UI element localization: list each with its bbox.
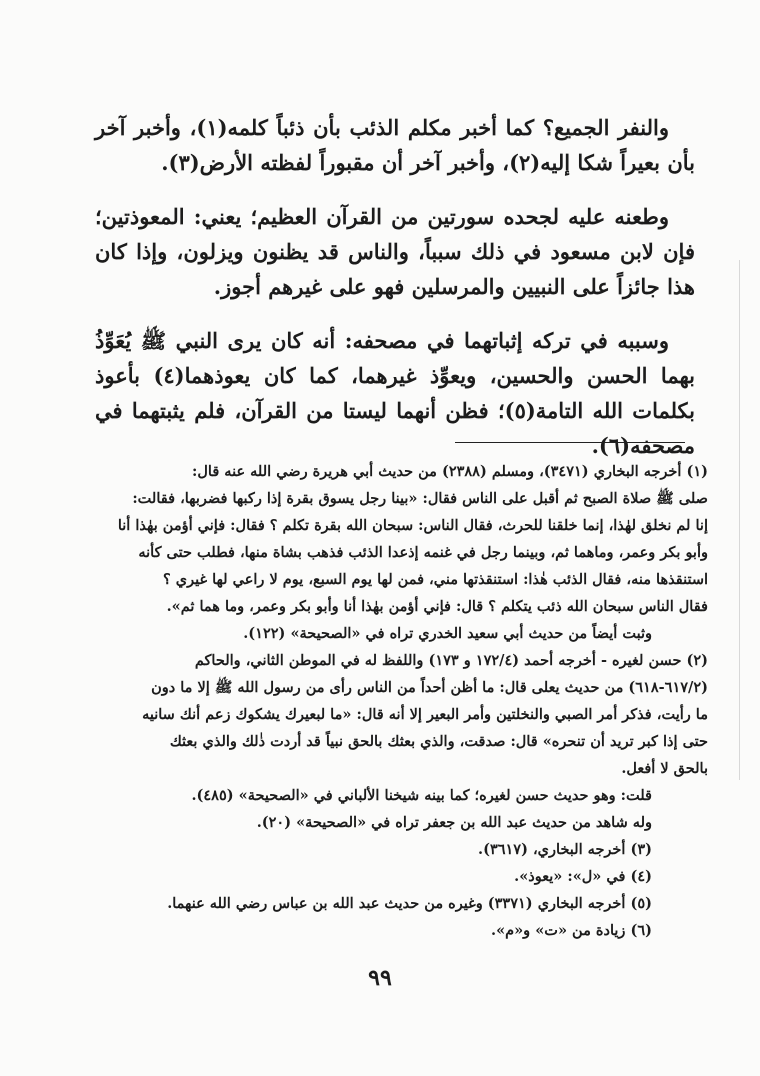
footnote-2-line-7: وله شاهد من حديث عبد الله بن جعفر تراه في «الصحيحة» (٢٠). — [256, 814, 652, 831]
main-text — [95, 110, 695, 482]
footnote-2-line-5: بالحق لا أفعل. — [621, 760, 708, 777]
paragraph-2: وطعنه عليه لجحده سورتين من القرآن العظيم؛ يعني: المعوذتين؛ فإن لابن مسعود في ذلك سبباً، والناس قد يظنون ويزلون، وإذا كان هذا جائزاً على النبيين والمرسلين فهو على غيرهم أجوز. — [95, 204, 695, 299]
footnote-1-line-6: فقال الناس سبحان الله ذئب يتكلم ؟ قال: فإني أؤمن بهٰذا أنا وأبو بكر وعمر، وما هما ثم». — [166, 598, 708, 615]
footnote-separator — [455, 442, 685, 443]
footnote-1-line-4: وأبو بكر وعمر، وماهما ثم، وبينما رجل في غنمه إذعدا الذئب فذهب بشاة منها، فطلب حتى كأنه — [138, 544, 708, 561]
scan-edge-line — [739, 260, 740, 780]
footnotes — [78, 458, 708, 944]
footnote-2-line-4: حتى إذا كبر تريد أن تنحره» قال: صدقت، والذي بعثك بالحق نبياً قد أردت ذٰلك والذي بعثك — [169, 733, 708, 750]
page-number: ٩٩ — [368, 965, 392, 991]
footnote-2-line-6: قلت: وهو حديث حسن لغيره؛ كما بينه شيخنا الألباني في «الصحيحة» (٤٨٥). — [191, 787, 652, 804]
footnote-1-line-7: وثبت أيضاً من حديث أبي سعيد الخدري تراه في «الصحيحة» (١٢٢). — [243, 625, 652, 642]
paragraph-1: والنفر الجميع؟ كما أخبر مكلم الذئب بأن ذئباً كلمه(١)، وأخبر آخر بأن بعيراً شكا إليه(٢)، وأخبر آخر أن مقبوراً لفظته الأرض(٣). — [95, 115, 695, 175]
footnote-5: (٥) أخرجه البخاري (٣٣٧١) وغيره من حديث عبد الله بن عباس رضي الله عنهما. — [167, 895, 652, 912]
footnote-1-line-1: (١) أخرجه البخاري (٣٤٧١)، ومسلم (٢٣٨٨) من حديث أبي هريرة رضي الله عنه قال: — [192, 463, 708, 480]
footnote-2-line-2: (٦١٧/٢-٦١٨) من حديث يعلى قال: ما أظن أحداً من الناس رأى من رسول الله ﷺ إلا ما دون — [151, 679, 708, 696]
paragraph-3: وسببه في تركه إثباتهما في مصحفه: أنه كان يرى النبي ﷺ يُعَوِّذُ بهما الحسن والحسين، ويعوِّذ غيرهما، كما كان يعوذهما(٤) بأعوذ بكلمات الله التامة(٥)؛ فظن أنهما ليستا من القرآن، فلم يثبتهما في مصحفه(٦). — [95, 328, 695, 458]
footnote-4: (٤) في «ل»: «يعوذ». — [514, 868, 652, 885]
footnote-1-line-5: استنقذها منه، فقال الذئب هٰذا: استنقذتها مني، فمن لها يوم السبع، يوم لا راعي لها غيري ؟ — [162, 571, 708, 588]
footnote-6: (٦) زيادة من «ت» و«م». — [491, 922, 652, 939]
footnote-3: (٣) أخرجه البخاري، (٣٦١٧). — [478, 841, 652, 858]
footnote-2-line-1: (٢) حسن لغيره - أخرجه أحمد (١٧٢/٤ و ١٧٣) واللفظ له في الموطن الثاني، والحاكم — [194, 652, 708, 669]
footnote-1-line-3: إنا لم نخلق لهٰذا، إنما خلقنا للحرث، فقال الناس: سبحان الله بقرة تكلم ؟ فقال: فإني أؤمن بهٰذا أنا — [117, 517, 708, 534]
footnote-1-line-2: صلى ﷺ صلاة الصبح ثم أقبل على الناس فقال: «بينا رجل يسوق بقرة إذا ركبها فضربها، فقالت: — [132, 490, 708, 507]
footnote-2-line-3: ما رأيت، فذكر أمر الصبي والنخلتين وأمر البعير إلا أنه قال: «ما لبعيرك يشكوك زعم أنك سانيه — [142, 706, 708, 723]
